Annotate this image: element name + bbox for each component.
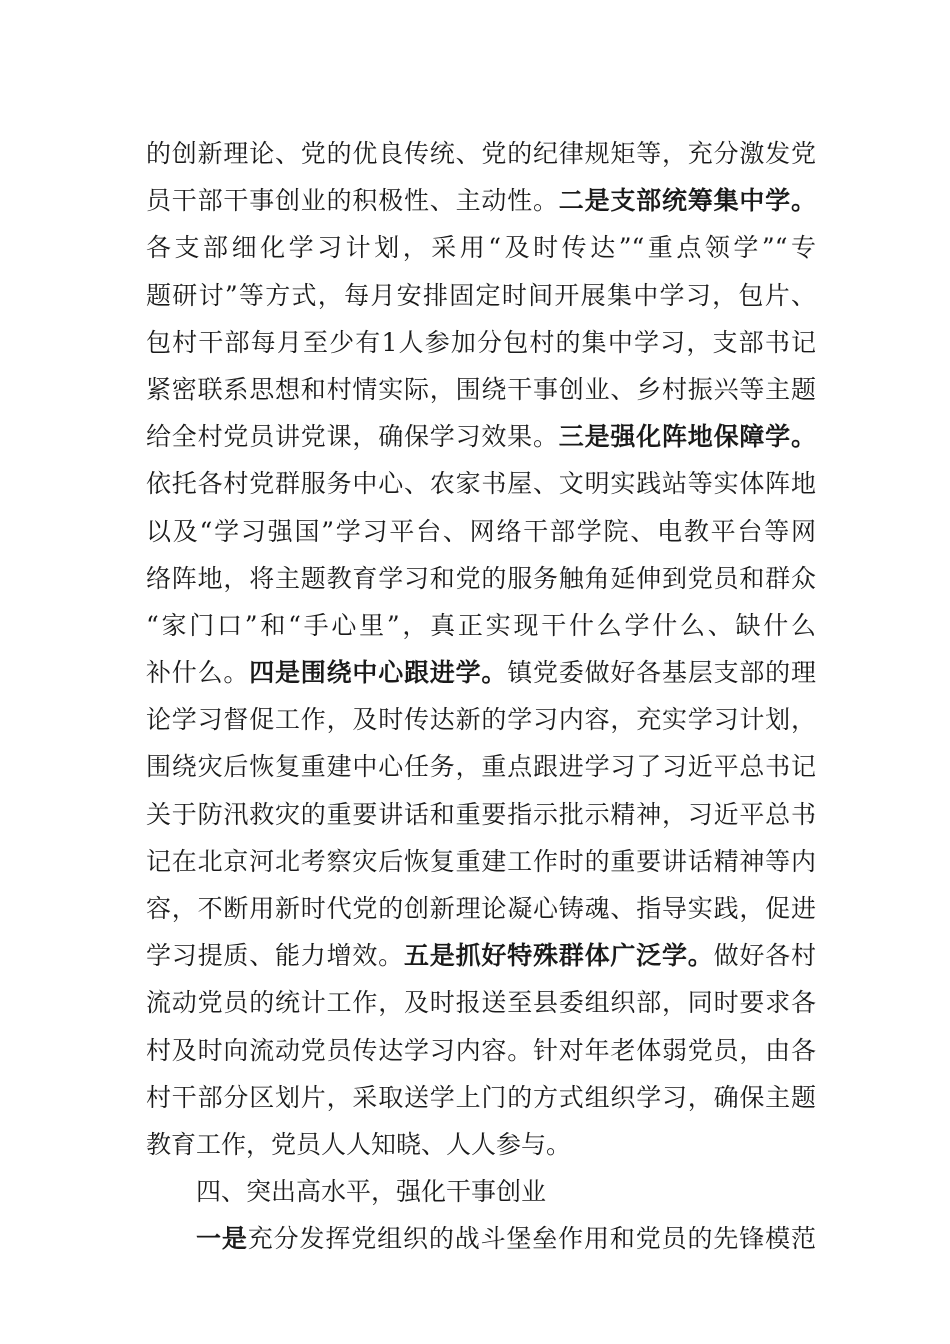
text-segment: 四、突出高水平，强化干事创业 xyxy=(196,1177,547,1207)
text-segment: 流动党员的统计工作，及时报送至县委组织部，同时要求各 xyxy=(146,988,816,1018)
text-line xyxy=(146,1027,816,1074)
text-segment: 依托各村党群服务中心、农家书屋、文明实践站等实体阵地 xyxy=(146,469,816,499)
bold-lead-phrase: 四是围绕中心跟进学。 xyxy=(249,658,508,688)
text-line xyxy=(146,743,816,790)
text-line xyxy=(146,602,816,649)
text-segment: 村及时向流动党员传达学习内容。针对年老体弱党员，由各 xyxy=(146,1035,816,1065)
bold-lead-phrase: 五是抓好特殊群体广泛学。 xyxy=(403,941,714,971)
bold-lead-phrase: 三是强化阵地保障学。 xyxy=(558,422,816,452)
text-line xyxy=(146,508,816,555)
text-segment: 题研讨”等方式，每月安排固定时间开展集中学习，包片、 xyxy=(146,280,816,310)
text-segment: 镇党委做好各基层支部的理 xyxy=(507,658,816,688)
text-segment: 村干部分区划片，采取送学上门的方式组织学习，确保主题 xyxy=(146,1082,816,1112)
text-line xyxy=(146,649,816,696)
text-segment: 络阵地，将主题教育学习和党的服务触角延伸到党员和群众 xyxy=(146,563,816,593)
text-line xyxy=(146,1215,816,1262)
text-line xyxy=(146,791,816,838)
text-segment: 教育工作，党员人人知晓、人人参与。 xyxy=(146,1129,572,1159)
text-line xyxy=(146,130,816,177)
bold-lead-phrase: 二是支部统筹集中学。 xyxy=(558,186,816,216)
text-line xyxy=(146,413,816,460)
text-line xyxy=(146,177,816,224)
text-segment: 补什么。 xyxy=(146,658,250,688)
text-segment: 充分发挥党组织的战斗堡垒作用和党员的先锋模范 xyxy=(247,1224,816,1254)
text-segment: 紧密联系思想和村情实际，围绕干事创业、乡村振兴等主题 xyxy=(146,374,816,404)
text-line xyxy=(146,932,816,979)
text-segment: 给全村党员讲党课，确保学习效果。 xyxy=(146,422,559,452)
text-line xyxy=(146,319,816,366)
text-line xyxy=(146,979,816,1026)
text-segment: 容，不断用新时代党的创新理论凝心铸魂、指导实践，促进 xyxy=(146,894,816,923)
text-segment: 围绕灾后恢复重建中心任务，重点跟进学习了习近平总书记 xyxy=(146,752,816,782)
text-line xyxy=(146,272,816,319)
text-segment: 论学习督促工作，及时传达新的学习内容，充实学习计划， xyxy=(146,705,816,735)
text-line xyxy=(146,224,816,271)
bold-lead-phrase: 一是 xyxy=(196,1224,248,1254)
text-segment: 的创新理论、党的优良传统、党的纪律规矩等，充分激发党 xyxy=(146,139,816,168)
text-segment: 做好各村 xyxy=(713,941,816,971)
text-segment: 各支部细化学习计划，采用“及时传达”“重点领学”“专 xyxy=(146,233,816,263)
text-segment: 关于防汛救灾的重要讲话和重要指示批示精神，习近平总书 xyxy=(146,799,816,829)
text-line xyxy=(146,366,816,413)
text-segment: 包村干部每月至少有1人参加分包村的集中学习，支部书记 xyxy=(146,327,816,357)
text-segment: 员干部干事创业的积极性、主动性。 xyxy=(146,186,559,216)
text-line xyxy=(146,696,816,743)
text-segment: “家门口”和“手心里”，真正实现干什么学什么、缺什么 xyxy=(146,610,816,640)
text-segment: 学习提质、能力增效。 xyxy=(146,941,404,971)
section-heading xyxy=(146,1168,816,1215)
text-line xyxy=(146,1121,816,1168)
text-line xyxy=(146,1074,816,1121)
text-segment: 以及“学习强国”学习平台、网络干部学院、电教平台等网 xyxy=(146,516,816,546)
text-line xyxy=(146,885,816,932)
text-line xyxy=(146,555,816,602)
body-text xyxy=(146,130,816,1263)
text-segment: 记在北京河北考察灾后恢复重建工作时的重要讲话精神等内 xyxy=(146,846,816,876)
text-line xyxy=(146,460,816,507)
text-line xyxy=(146,838,816,885)
